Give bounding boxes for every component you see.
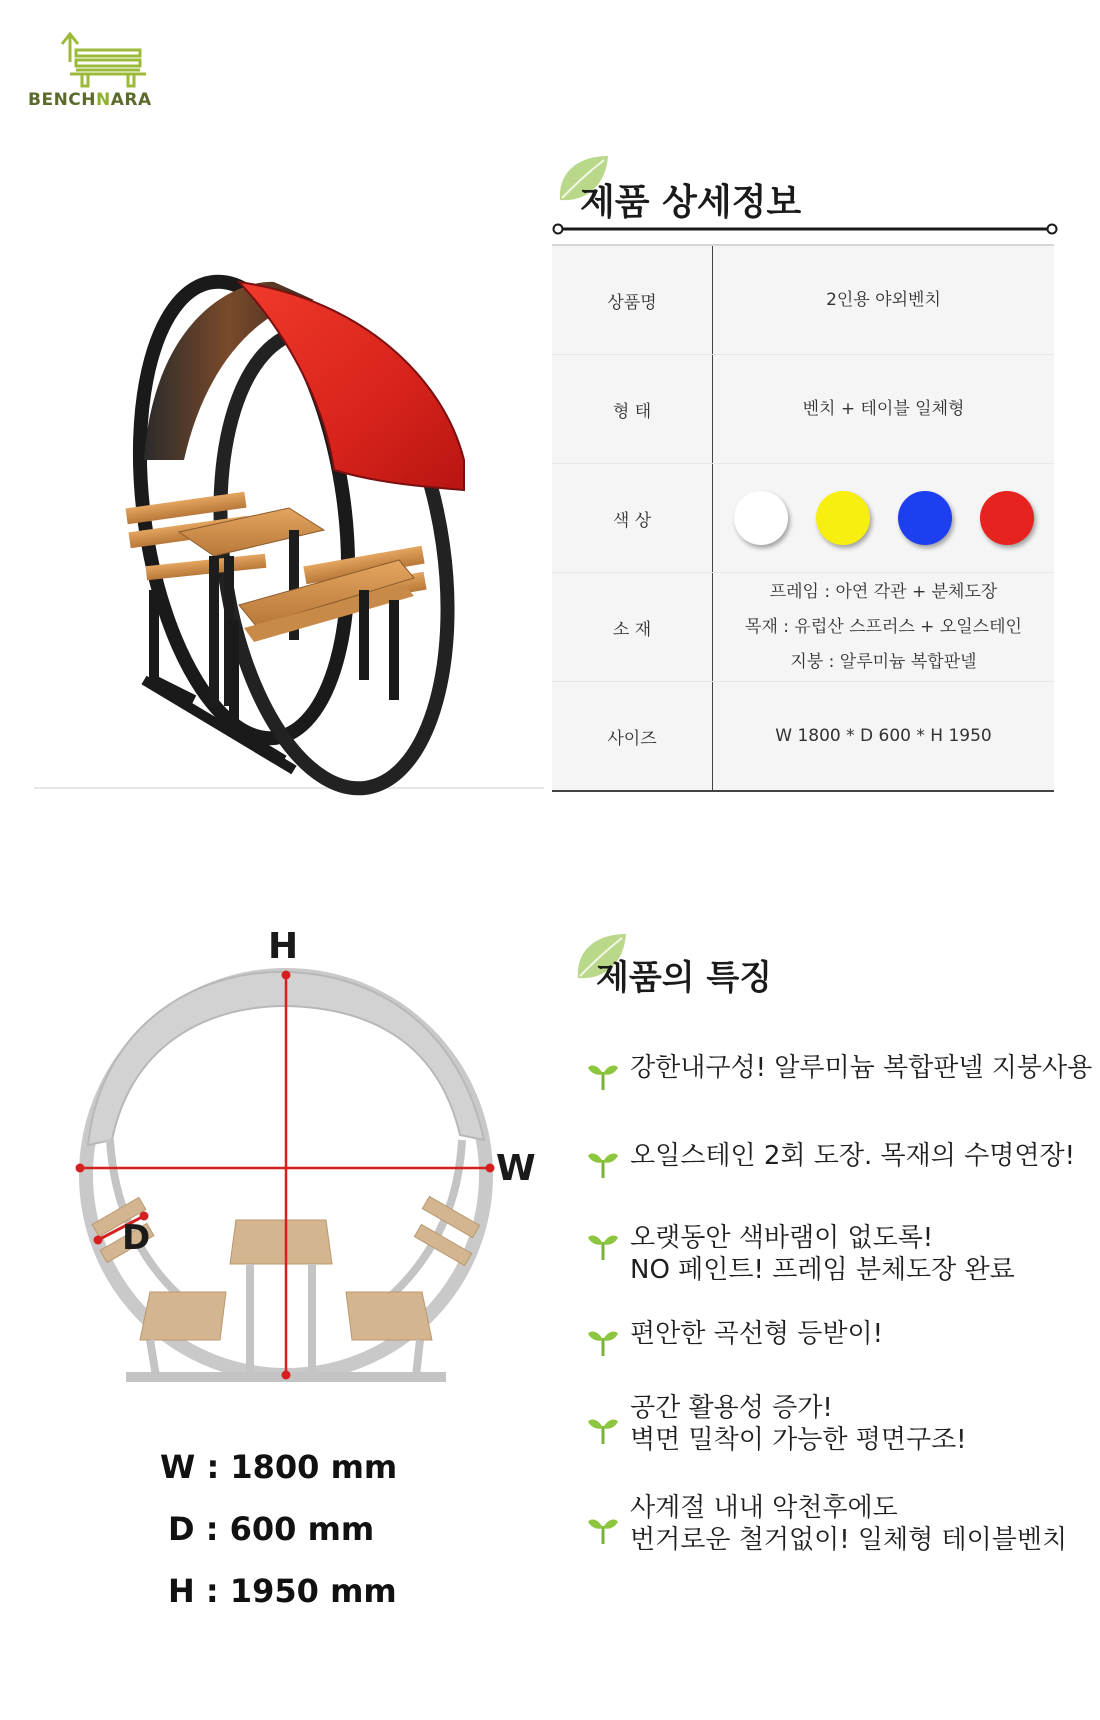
features-section-title: 제품의 특징 xyxy=(596,958,773,998)
spec-label: 색 상 xyxy=(552,464,713,572)
spec-row-color xyxy=(552,464,1054,573)
spec-value xyxy=(713,682,1054,790)
spec-value-text: 프레임 : 아연 각관 + 분체도장 xyxy=(769,581,998,602)
spec-value-text: 지붕 : 알루미늄 복합판넬 xyxy=(790,651,977,672)
diagram-label-d: D xyxy=(122,1218,151,1258)
diagram-label-h: H xyxy=(268,926,299,967)
sprout-icon xyxy=(586,1226,620,1262)
feature-text: 사계절 내내 악천후에도 번거로운 철거없이! 일체형 테이블벤치 xyxy=(630,1493,1068,1555)
sprout-icon xyxy=(586,1144,620,1180)
feature-text: 오일스테인 2회 도장. 목재의 수명연장! xyxy=(630,1141,1076,1171)
feature-item xyxy=(586,1052,1092,1092)
sprout-icon xyxy=(586,1056,620,1092)
feature-item xyxy=(586,1140,1075,1180)
spec-row-type xyxy=(552,355,1054,464)
color-swatch-blue[interactable] xyxy=(898,491,952,545)
spec-value-text: 2인용 야외벤치 xyxy=(826,289,941,310)
spec-value xyxy=(713,573,1054,681)
title-underline xyxy=(552,222,1058,236)
spec-label: 소 재 xyxy=(552,573,713,681)
sprout-icon xyxy=(586,1510,620,1546)
spec-label: 형 태 xyxy=(552,355,713,463)
spec-value-text: 벤치 + 테이블 일체형 xyxy=(802,398,965,419)
brand-logo[interactable] xyxy=(26,28,166,116)
spec-value-text: W 1800 * D 600 * H 1950 xyxy=(775,725,992,746)
feature-text: 공간 활용성 증가! 벽면 밀착이 가능한 평면구조! xyxy=(630,1393,967,1455)
spec-value xyxy=(713,464,1054,572)
color-swatch-red[interactable] xyxy=(980,491,1034,545)
spec-row-material xyxy=(552,573,1054,682)
feature-text: 오랫동안 색바램이 없도록! NO 페인트! 프레임 분체도장 완료 xyxy=(630,1223,1015,1285)
feature-item xyxy=(586,1222,1015,1286)
spec-row-name xyxy=(552,244,1054,355)
spec-value-text: 목재 : 유럽산 스프러스 + 오일스테인 xyxy=(745,616,1022,637)
color-swatches xyxy=(734,491,1034,545)
spec-label: 사이즈 xyxy=(552,682,713,790)
product-photo xyxy=(34,260,544,800)
brand-name: BENCHNARA xyxy=(28,90,152,110)
feature-item xyxy=(586,1492,1067,1556)
color-swatch-white[interactable] xyxy=(734,491,788,545)
spec-value xyxy=(713,355,1054,463)
spec-row-size xyxy=(552,682,1054,792)
feature-text: 강한내구성! 알루미늄 복합판넬 지붕사용 xyxy=(630,1053,1093,1083)
dimension-diagram xyxy=(60,920,560,1400)
dimension-depth: D : 600 mm xyxy=(168,1510,375,1548)
spec-label: 상품명 xyxy=(552,246,713,354)
color-swatch-yellow[interactable] xyxy=(816,491,870,545)
sprout-icon xyxy=(586,1410,620,1446)
spec-section-title: 제품 상세정보 xyxy=(580,182,802,223)
feature-text: 편안한 곡선형 등받이! xyxy=(630,1319,883,1349)
sprout-icon xyxy=(586,1322,620,1358)
spec-value xyxy=(713,246,1054,354)
dimension-width: W : 1800 mm xyxy=(160,1448,398,1486)
bench-logo-icon xyxy=(56,28,156,88)
feature-item xyxy=(586,1392,967,1456)
diagram-label-w: W xyxy=(496,1148,536,1189)
feature-item xyxy=(586,1318,883,1358)
dimension-height: H : 1950 mm xyxy=(168,1572,397,1610)
spec-table xyxy=(552,244,1054,792)
